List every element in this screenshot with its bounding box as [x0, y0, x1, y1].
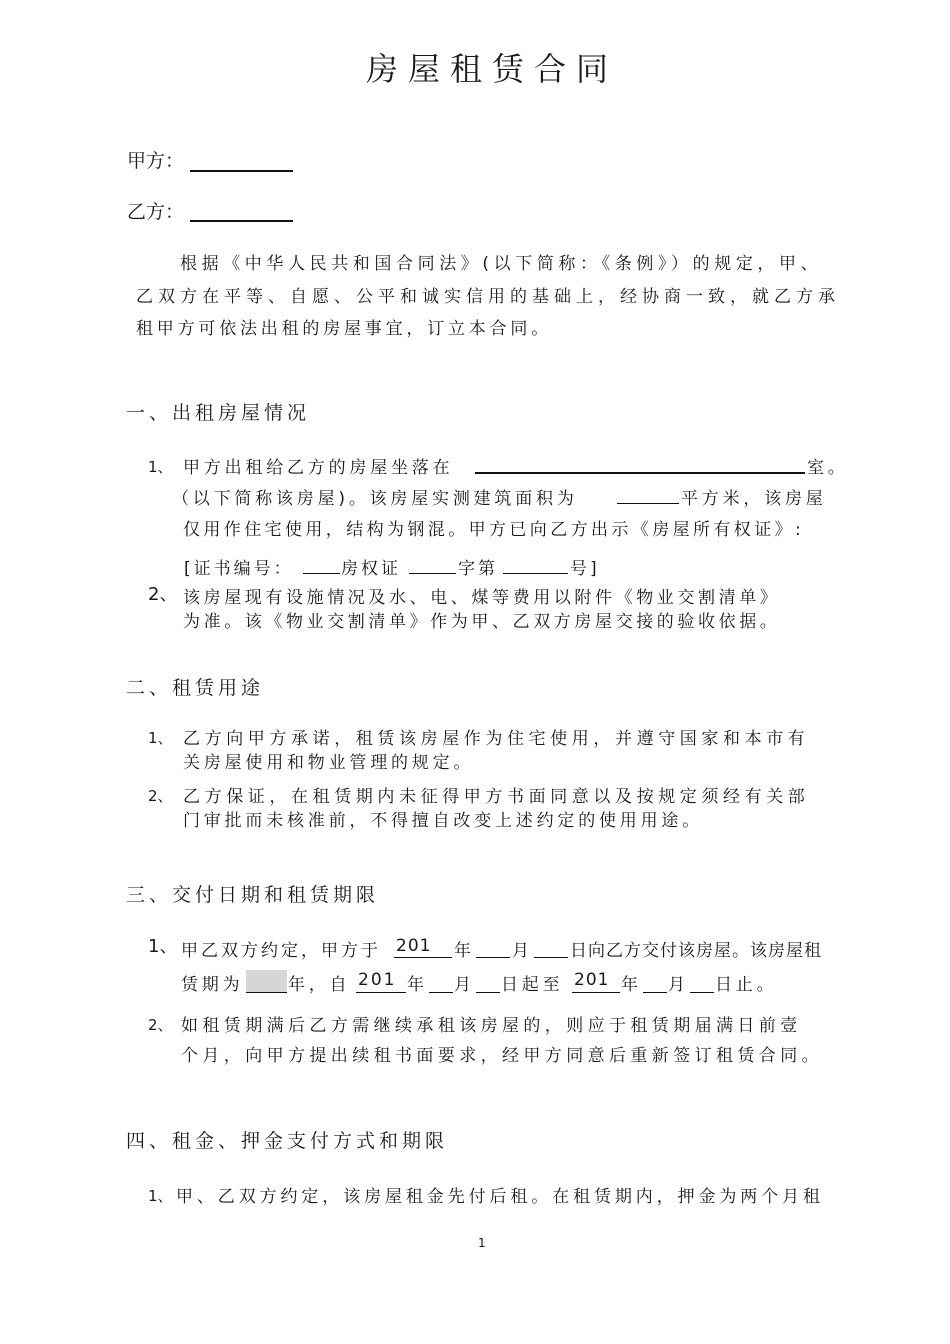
s3-item-1-line-2b: 年，自	[288, 975, 351, 995]
cert-blank-1[interactable]	[303, 573, 340, 574]
section-3-heading: 三、交付日期和租赁期限	[126, 884, 380, 906]
s1-item-1-line-1a: 甲方出租给乙方的房屋坐落在	[183, 458, 454, 478]
s1-item-2-line-1: 该房屋现有设施情况及水、电、煤等费用以附件《物业交割清单》	[183, 588, 781, 608]
s1-item-1-line-2b: 平方米，该房屋	[681, 489, 827, 509]
s3-item-2-line-2: 个月，向甲方提出续租书面要求，经甲方同意后重新签订租赁合同。	[181, 1046, 823, 1066]
s1-item-1-number: 1、	[148, 458, 173, 476]
s3-item-1-line-2c: 日起至	[501, 975, 564, 995]
delivery-year-unit: 年	[454, 941, 475, 961]
s3-item-1-line-1a: 甲乙双方约定，甲方于	[181, 941, 381, 961]
start-month-unit: 月	[454, 975, 475, 995]
delivery-year[interactable]: 201	[396, 936, 432, 956]
section-4-heading: 四、租金、押金支付方式和期限	[126, 1130, 449, 1152]
end-day-blank[interactable]	[690, 992, 714, 993]
s3-item-2-line-1: 如租赁期满后乙方需继续承租该房屋的，则应于租赁期届满日前壹	[181, 1016, 802, 1036]
s2-item-1-line-1: 乙方向甲方承诺，租赁该房屋作为住宅使用，并遵守国家和本市有	[183, 729, 810, 749]
s3-item-2-number: 2、	[148, 1016, 173, 1034]
lease-term-field[interactable]	[246, 970, 287, 992]
s2-item-2-number: 2、	[148, 787, 173, 805]
s2-item-2-line-1: 乙方保证，在租赁期内未征得甲方书面同意以及按规定须经有关部	[183, 787, 810, 807]
cert-blank-3[interactable]	[503, 573, 568, 574]
intro-line-2: 乙双方在平等、自愿、公平和诚实信用的基础上，经协商一致，就乙方承	[136, 287, 840, 307]
party-b-blank[interactable]	[190, 220, 293, 222]
cert-text-c: 字第	[458, 559, 498, 579]
intro-line-3: 租甲方可依法出租的房屋事宜，订立本合同。	[136, 319, 552, 339]
s1-item-1-line-1b: 室。	[807, 458, 849, 478]
party-a-label: 甲方：	[127, 150, 185, 172]
intro-line-1: 根据《中华人民共和国合同法》(以下简称：《条例》）的规定，甲、	[180, 254, 823, 274]
property-address-blank[interactable]	[475, 472, 805, 474]
end-year-underline	[572, 992, 620, 993]
end-month-blank[interactable]	[643, 992, 667, 993]
lease-term-underline	[246, 992, 287, 993]
section-1-heading: 一、出租房屋情况	[126, 402, 311, 424]
cert-label: [证书编号：	[184, 559, 294, 579]
s1-item-1-line-3: 仅用作住宅使用，结构为钢混。甲方已向乙方出示《房屋所有权证》:	[183, 520, 805, 540]
s1-item-2-line-2: 为准。该《物业交割清单》作为甲、乙双方房屋交接的验收依据。	[183, 612, 781, 632]
s3-item-1-number: 1、	[148, 936, 178, 957]
section-2-heading: 二、租赁用途	[126, 677, 265, 699]
s1-item-2-number: 2、	[148, 584, 178, 605]
area-blank[interactable]	[617, 503, 679, 504]
s2-item-1-line-2: 关房屋使用和物业管理的规定。	[183, 753, 475, 773]
start-year[interactable]: 201	[358, 970, 397, 990]
start-day-blank[interactable]	[476, 992, 500, 993]
delivery-month-unit: 月	[512, 941, 533, 961]
cert-blank-2[interactable]	[409, 573, 456, 574]
start-month-blank[interactable]	[429, 992, 453, 993]
s3-item-1-line-2a: 赁期为	[181, 975, 244, 995]
delivery-day-blank[interactable]	[534, 957, 568, 958]
document-title: 房屋租赁合同	[366, 50, 619, 88]
delivery-year-underline	[394, 957, 452, 958]
party-a-blank[interactable]	[190, 170, 293, 172]
start-year-unit: 年	[407, 975, 428, 995]
start-year-underline	[356, 992, 406, 993]
s3-item-1-line-2d: 日止。	[715, 975, 778, 995]
s2-item-1-number: 1、	[148, 729, 173, 747]
page-number: 1	[478, 1236, 486, 1250]
cert-text-d: 号]	[570, 559, 600, 579]
party-b-label: 乙方：	[127, 201, 185, 223]
s4-item-1-number: 1、	[148, 1187, 173, 1205]
s2-item-2-line-2: 门审批而未核准前，不得擅自改变上述约定的使用用途。	[183, 811, 703, 831]
end-month-unit: 月	[668, 975, 689, 995]
s1-item-1-line-2a: （以下简称该房屋)。该房屋实测建筑面积为	[172, 489, 578, 509]
end-year-unit: 年	[621, 975, 642, 995]
end-year[interactable]: 201	[574, 970, 610, 990]
cert-text-b: 房权证	[341, 559, 401, 579]
s3-item-1-line-1e: 日向乙方交付该房屋。该房屋租	[570, 941, 822, 961]
delivery-month-blank[interactable]	[476, 957, 510, 958]
s4-item-1-line-1: 甲、乙双方约定，该房屋租金先付后租。在租赁期内，押金为两个月租	[176, 1187, 824, 1207]
